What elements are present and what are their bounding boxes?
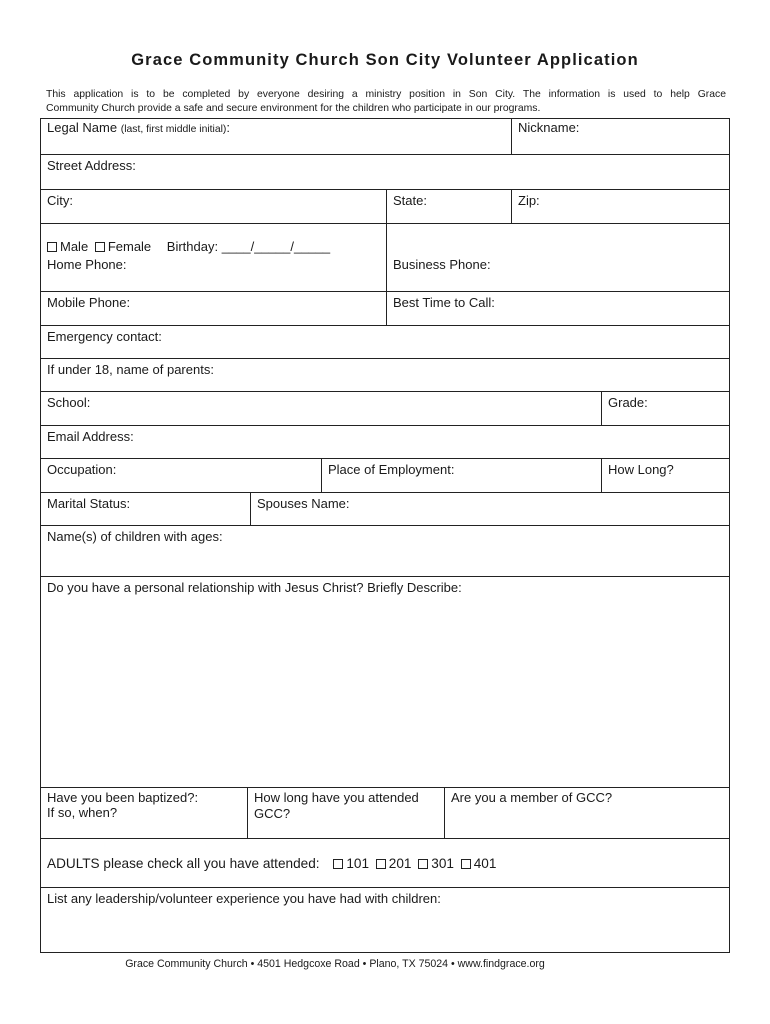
member-field[interactable] bbox=[444, 788, 731, 838]
legal-name-hint: (last, first middle initial) bbox=[120, 124, 227, 135]
intro-text bbox=[46, 88, 726, 115]
school-label: School: bbox=[47, 395, 91, 410]
zip-label: Zip: bbox=[518, 193, 540, 208]
city-field[interactable] bbox=[41, 190, 386, 223]
parents-label: If under 18, name of parents: bbox=[47, 362, 214, 377]
male-checkbox[interactable] bbox=[47, 242, 57, 252]
best-time-field[interactable] bbox=[386, 292, 731, 325]
mobile-phone-field[interactable] bbox=[41, 292, 386, 325]
baptized-label: Have you been baptized?: bbox=[47, 790, 199, 805]
school-field[interactable] bbox=[41, 392, 601, 425]
row-emergency bbox=[41, 325, 729, 358]
row-children bbox=[41, 525, 729, 576]
marital-status-label: Marital Status: bbox=[47, 496, 131, 511]
children-label: Name(s) of children with ages: bbox=[47, 529, 223, 544]
emergency-contact-label: Emergency contact: bbox=[47, 329, 162, 344]
intro-line-2: Community Church provide a safe and secure environment for the children who participate in our programs. bbox=[46, 102, 541, 114]
class-201-checkbox[interactable] bbox=[376, 859, 386, 869]
class-401-checkbox[interactable] bbox=[461, 859, 471, 869]
state-field[interactable] bbox=[386, 190, 511, 223]
row-legal-name bbox=[41, 119, 729, 154]
classes-field bbox=[41, 839, 731, 887]
leadership-field[interactable] bbox=[41, 888, 731, 953]
classes-line bbox=[47, 856, 496, 872]
parents-field[interactable] bbox=[41, 359, 731, 391]
grade-field[interactable] bbox=[601, 392, 731, 425]
row-gender-phone bbox=[41, 223, 729, 291]
grade-label: Grade: bbox=[608, 395, 648, 410]
business-phone-label: Business Phone: bbox=[393, 257, 491, 272]
business-phone-field[interactable] bbox=[386, 224, 731, 291]
female-label: Female bbox=[107, 239, 152, 254]
mobile-phone-label: Mobile Phone: bbox=[47, 295, 131, 310]
home-phone-label[interactable]: Home Phone: bbox=[47, 257, 127, 272]
nickname-field[interactable] bbox=[511, 119, 731, 154]
state-label: State: bbox=[393, 193, 427, 208]
birthday-field[interactable]: Birthday: ____/_____/_____ bbox=[166, 239, 331, 254]
place-of-employment-label: Place of Employment: bbox=[328, 462, 455, 477]
row-relationship bbox=[41, 576, 729, 787]
place-of-employment-field[interactable] bbox=[321, 459, 601, 492]
emergency-contact-field[interactable] bbox=[41, 326, 731, 358]
class-301-checkbox[interactable] bbox=[418, 859, 428, 869]
intro-line-1: This application is to be completed by everyone desiring a ministry position in Son City. The information is used to help Grace bbox=[46, 89, 726, 100]
baptized-when-label: If so, when? bbox=[47, 805, 118, 820]
gender-birthday-home-phone bbox=[41, 224, 386, 291]
spouses-name-field[interactable] bbox=[250, 493, 731, 525]
member-label: Are you a member of GCC? bbox=[451, 790, 613, 805]
how-long-label: How Long? bbox=[608, 462, 674, 477]
male-label: Male bbox=[60, 239, 89, 254]
best-time-label: Best Time to Call: bbox=[393, 295, 495, 310]
occupation-label: Occupation: bbox=[47, 462, 117, 477]
attended-field[interactable] bbox=[247, 788, 444, 838]
marital-status-field[interactable] bbox=[41, 493, 250, 525]
row-leadership bbox=[41, 887, 729, 953]
relationship-label: Do you have a personal relationship with Jesus Christ? Briefly Describe: bbox=[47, 580, 462, 595]
legal-name-label: Legal Name bbox=[47, 120, 118, 135]
children-field[interactable] bbox=[41, 526, 731, 576]
legal-name-colon: : bbox=[226, 120, 231, 135]
application-form bbox=[40, 118, 730, 953]
row-email bbox=[41, 425, 729, 458]
street-address-field[interactable] bbox=[41, 155, 731, 189]
row-city bbox=[41, 189, 729, 223]
email-label: Email Address: bbox=[47, 429, 134, 444]
email-field[interactable] bbox=[41, 426, 731, 458]
class-101-checkbox[interactable] bbox=[333, 859, 343, 869]
attended-label: How long have you attended GCC? bbox=[254, 790, 419, 821]
row-mobile bbox=[41, 291, 729, 325]
row-street-address bbox=[41, 154, 729, 189]
row-occupation bbox=[41, 458, 729, 492]
page-title: Grace Community Church Son City Volunteer Application bbox=[131, 51, 639, 69]
female-checkbox[interactable] bbox=[95, 242, 105, 252]
legal-name-field[interactable] bbox=[41, 119, 511, 154]
row-marital bbox=[41, 492, 729, 525]
row-baptism bbox=[41, 787, 729, 838]
nickname-label: Nickname: bbox=[518, 120, 580, 135]
zip-field[interactable] bbox=[511, 190, 731, 223]
class-101-label: 101 bbox=[346, 856, 370, 871]
footer-address: Grace Community Church • 4501 Hedgcoxe Road • Plano, TX 75024 • www.findgrace.org bbox=[125, 958, 545, 970]
row-school bbox=[41, 391, 729, 425]
city-label: City: bbox=[47, 193, 73, 208]
street-address-label: Street Address: bbox=[47, 158, 136, 173]
leadership-label: List any leadership/volunteer experience you have had with children: bbox=[47, 891, 441, 906]
row-classes bbox=[41, 838, 729, 887]
class-401-label: 401 bbox=[473, 856, 497, 871]
spouses-name-label: Spouses Name: bbox=[257, 496, 350, 511]
gender-birthday-line bbox=[47, 239, 330, 255]
occupation-field[interactable] bbox=[41, 459, 321, 492]
class-201-label: 201 bbox=[388, 856, 412, 871]
baptized-field[interactable] bbox=[41, 788, 247, 838]
row-parents bbox=[41, 358, 729, 391]
adults-check-label: ADULTS please check all you have attended: bbox=[47, 856, 320, 871]
relationship-field[interactable] bbox=[41, 577, 731, 787]
class-301-label: 301 bbox=[431, 856, 454, 871]
how-long-field[interactable] bbox=[601, 459, 731, 492]
